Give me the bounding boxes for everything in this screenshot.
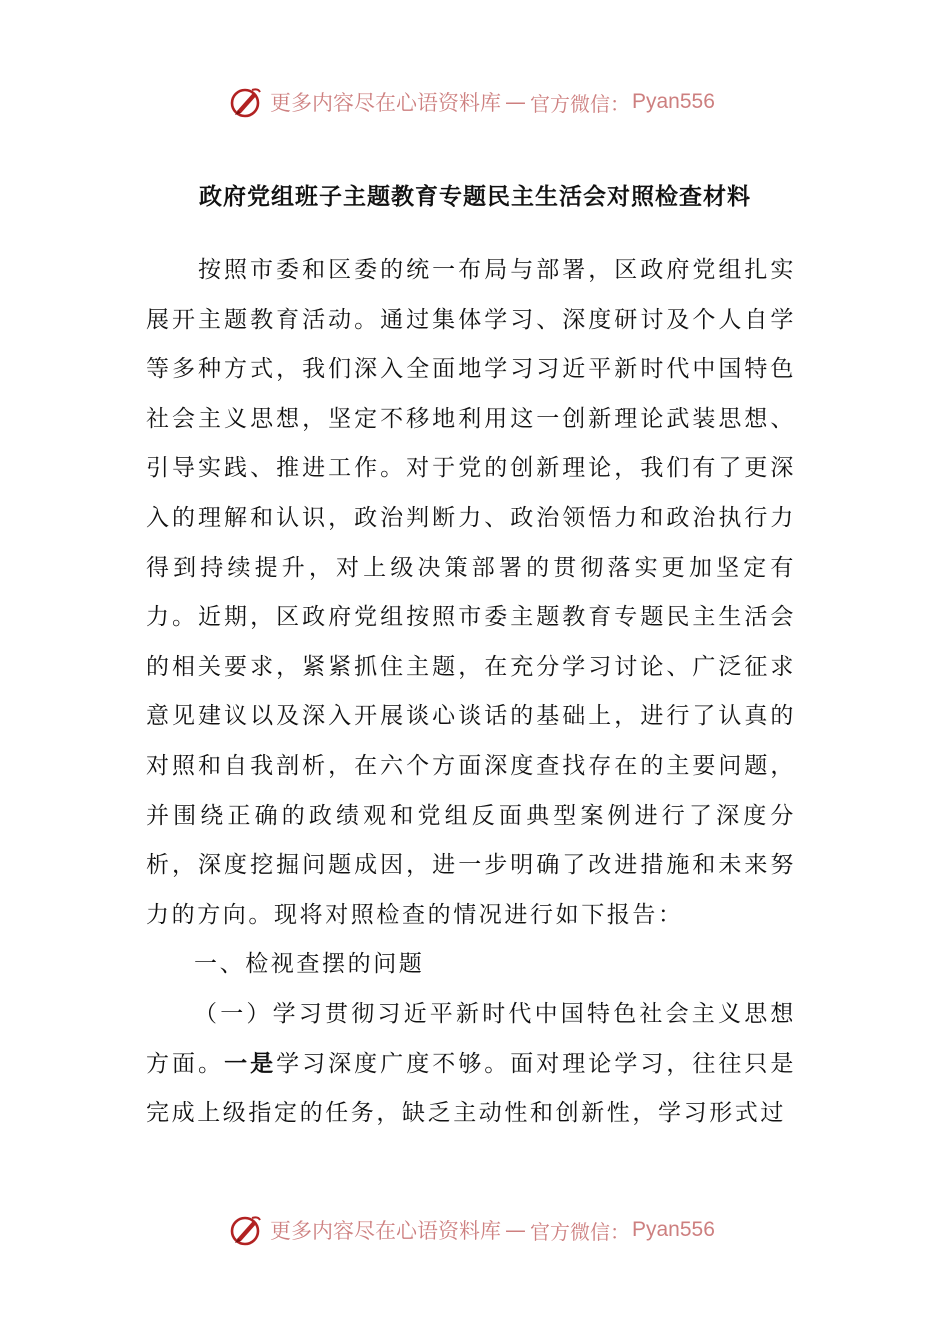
subsection-text: 学习深度广度不够。面对理论学习，往往只是完成上级指定的任务，缺乏主动性和创新性，学习形式过 [146, 1050, 797, 1127]
footer-banner [228, 1210, 748, 1250]
document-body [146, 246, 796, 1139]
banner-wechat-id: Pyan556 [632, 1218, 715, 1241]
banner-separator: — [505, 1218, 526, 1242]
intro-paragraph: 按照市委和区委的统一布局与部署，区政府党组扎实展开主题教育活动。通过集体学习、深度研讨及个人自学等多种方式，我们深入全面地学习习近平新时代中国特色社会主义思想，坚定不移地利用这一创新理论武装思想、引导实践、推进工作。对于党的创新理论，我们有了更深入的理解和认识，政治判断力、政治领悟力和政治执行力得到持续提升，对上级决策部署的贯彻落实更加坚定有力。近期，区政府党组按照市委主题教育专题民主生活会的相关要求，紧紧抓住主题，在充分学习讨论、广泛征求意见建议以及深入开展谈心谈话的基础上，进行了认真的对照和自我剖析，在六个方面深度查找存在的主要问题，并围绕正确的政绩观和党组反面典型案例进行了深度分析，深度挖掘问题成因，进一步明确了改进措施和未来努力的方向。现将对照检查的情况进行如下报告： [146, 257, 796, 928]
pen-logo-icon [228, 1212, 264, 1248]
banner-text: 更多内容尽在心语资料库 [270, 1219, 501, 1243]
header-banner [228, 82, 748, 122]
subsection-heading: （一）学习贯彻习近平新时代中国特色社会主义思想方面。 [146, 1000, 796, 1077]
banner-text: 更多内容尽在心语资料库 [270, 91, 501, 115]
subsection-lead: 一是 [224, 1050, 277, 1077]
pen-logo-icon [228, 84, 264, 120]
document-title: 政府党组班子主题教育专题民主生活会对照检查材料 [199, 184, 751, 210]
banner-wechat-id: Pyan556 [632, 90, 715, 113]
subsection-paragraph [146, 990, 796, 1139]
banner-wechat-label: 官方微信： [530, 1219, 630, 1244]
section-heading: 一、检视查摆的问题 [194, 951, 425, 978]
banner-wechat-label: 官方微信： [530, 91, 630, 116]
banner-separator: — [505, 90, 526, 114]
